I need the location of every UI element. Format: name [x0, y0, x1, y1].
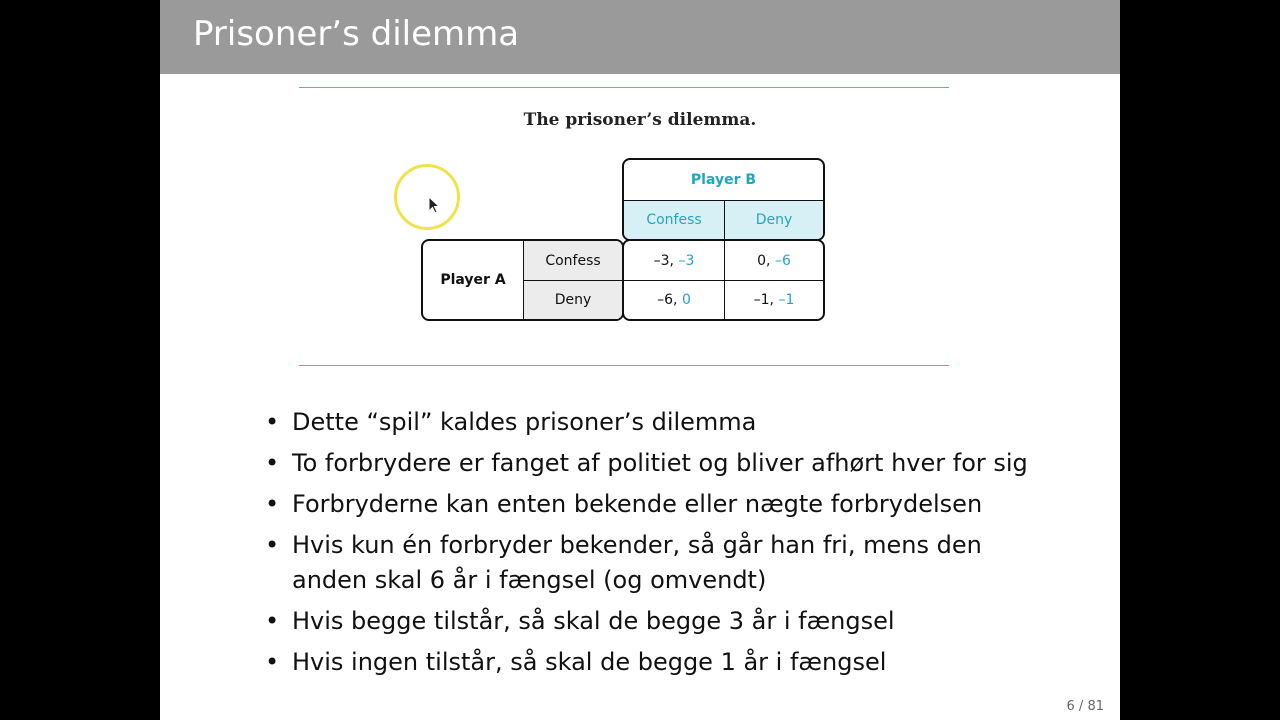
bullet-dot: • — [265, 408, 280, 436]
slide — [160, 0, 1120, 720]
bullet-text: Hvis ingen tilstår, så skal de begge 1 år i fængsel — [292, 648, 887, 676]
payoff-b: 0 — [681, 292, 691, 308]
payoff-a: –1, — [753, 292, 774, 308]
bullet-item — [265, 645, 1032, 680]
mouse-pointer-icon — [428, 196, 440, 214]
payoff-confess-confess — [624, 241, 724, 280]
bullet-item — [265, 446, 1032, 481]
bullet-text: Hvis begge tilstår, så skal de begge 3 år i fængsel — [292, 607, 895, 635]
bullet-dot: • — [265, 648, 280, 676]
col-label-confess: Confess — [624, 201, 724, 239]
bullet-item — [265, 528, 992, 598]
figure-caption: The prisoner’s dilemma. — [523, 110, 757, 130]
player-a-header — [421, 239, 624, 321]
bullet-text: To forbrydere er fanget af politiet og bliver afhørt hver for sig — [292, 449, 1028, 477]
bullet-dot: • — [265, 449, 280, 477]
figure-top-rule — [299, 87, 949, 88]
slide-title: Prisoner’s dilemma — [193, 14, 520, 54]
bullet-text: Dette “spil” kaldes prisoner’s dilemma — [292, 408, 757, 436]
bullet-list — [265, 405, 1032, 686]
bullet-text: Forbryderne kan enten bekende eller nægte forbrydelsen — [292, 490, 983, 518]
bullet-dot: • — [265, 607, 280, 635]
bullet-text: Hvis kun én forbryder bekender, så går han fri, mens den anden skal 6 år i fængsel (og omvendt) — [292, 531, 982, 594]
payoff-confess-deny — [725, 241, 823, 280]
player-a-label: Player A — [440, 272, 506, 288]
figure-bottom-rule — [299, 365, 949, 366]
payoff-a: –3, — [653, 252, 674, 269]
cursor-highlight-ring — [394, 164, 460, 230]
bullet-dot: • — [265, 490, 280, 518]
payoff-b: –3 — [678, 252, 695, 269]
bullet-item — [265, 487, 1032, 522]
payoff-a: –6, — [657, 292, 678, 308]
payoff-a: 0, — [757, 252, 771, 269]
payoff-b: –6 — [774, 252, 791, 269]
bullet-dot: • — [265, 531, 280, 559]
payoff-deny-confess — [624, 281, 724, 319]
bullet-item — [265, 405, 1032, 440]
row-label-deny: Deny — [524, 281, 622, 319]
player-b-header — [622, 158, 825, 241]
player-b-label: Player B — [690, 172, 757, 188]
payoff-matrix — [622, 239, 825, 321]
col-label-deny: Deny — [725, 201, 823, 239]
title-bar — [160, 0, 1120, 74]
payoff-b: –1 — [778, 292, 795, 308]
page-number: 6 / 81 — [1066, 699, 1104, 714]
payoff-deny-deny — [725, 281, 823, 319]
row-label-confess: Confess — [524, 241, 622, 280]
bullet-item — [265, 604, 1032, 639]
